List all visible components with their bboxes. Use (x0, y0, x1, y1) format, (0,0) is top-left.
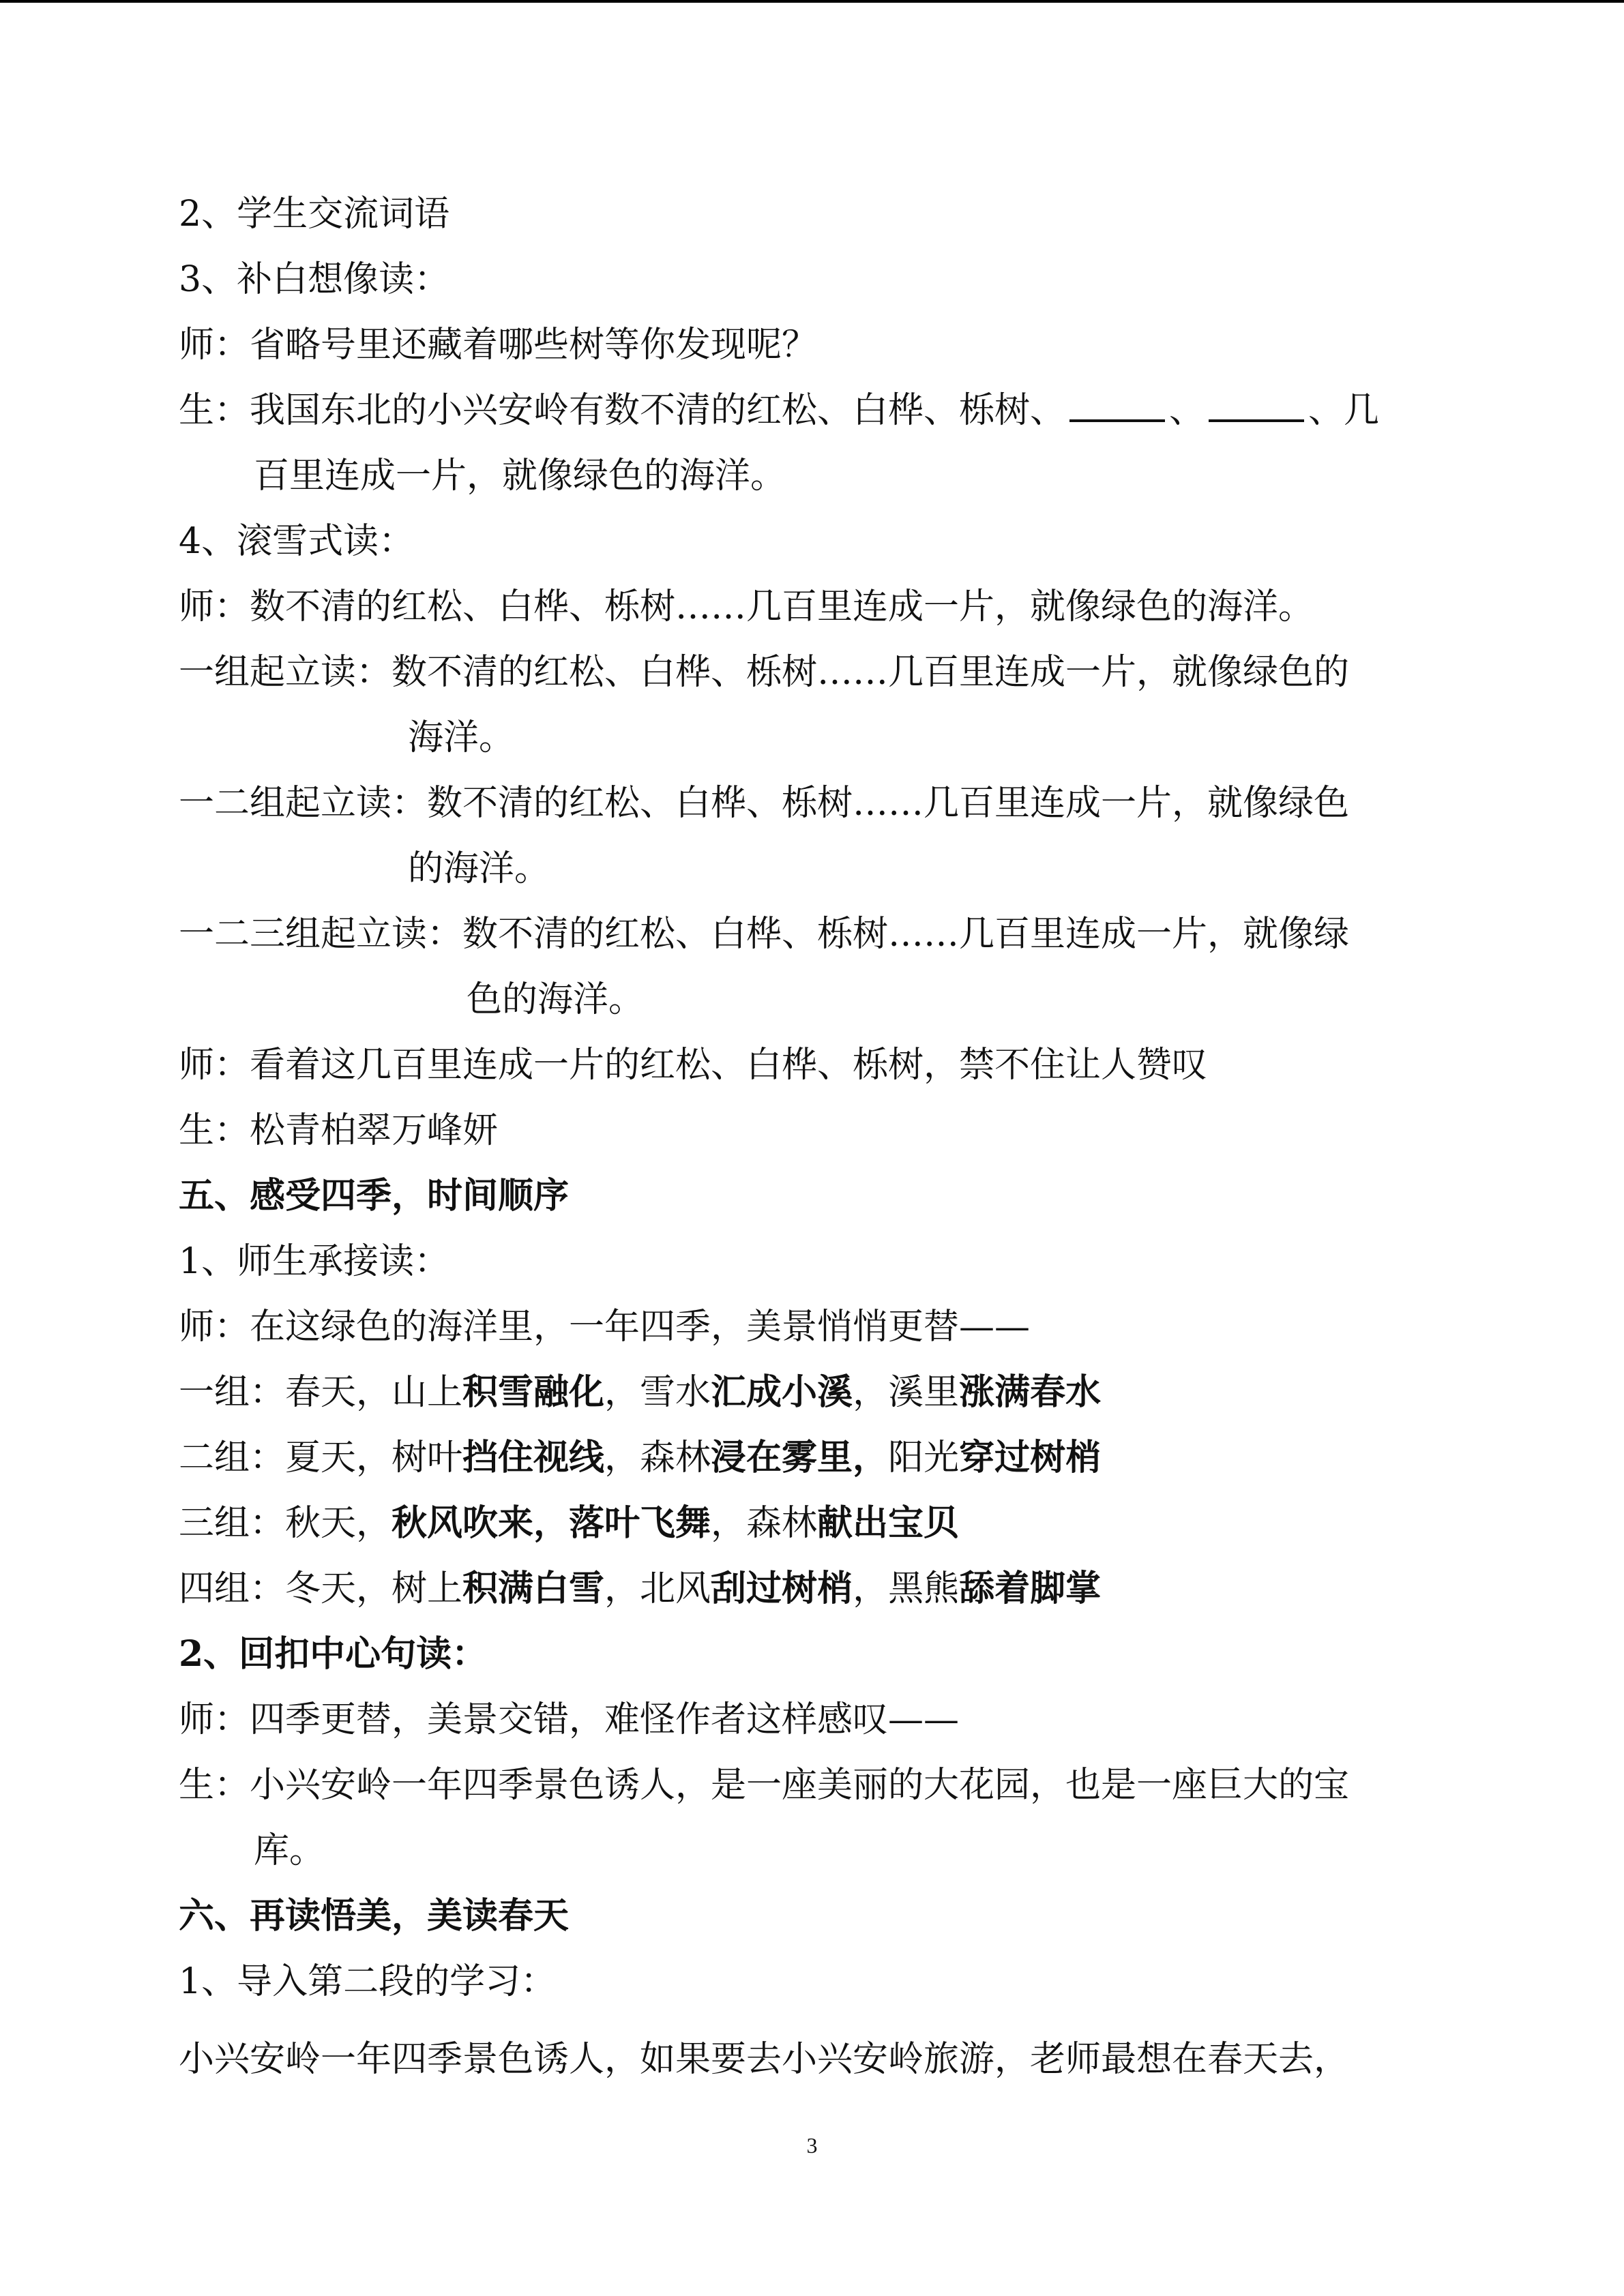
text-span: 一组：春天，山上 (179, 1372, 463, 1413)
text-line: 的海洋。 (408, 848, 550, 889)
section-heading: 五、感受四季，时间顺序 (179, 1175, 570, 1217)
text-line: 小兴安岭一年四季景色诱人，如果要去小兴安岭旅游，老师最想在春天去， (179, 2039, 1350, 2080)
text-line: 生：小兴安岭一年四季景色诱人，是一座美丽的大花园，也是一座巨大的宝 (179, 1765, 1350, 1806)
text-span: ，森林 (604, 1437, 711, 1478)
text-line: 3、补白想像读： (179, 259, 450, 300)
text-span: 阳光 (888, 1437, 960, 1478)
text-span: 四组：冬天，树上 (179, 1568, 463, 1609)
section-heading: 六、再读悟美，美读春天 (179, 1895, 570, 1937)
bold-span: 舔着脚掌 (959, 1568, 1102, 1609)
bold-span: 挡住视线 (462, 1437, 605, 1478)
page-number: 3 (806, 2133, 818, 2158)
text-line: 师：数不清的红松、白桦、栎树……几百里连成一片，就像绿色的海洋。 (179, 586, 1314, 627)
text-line-with-blanks (179, 378, 1447, 443)
text-line: 师：看着这几百里连成一片的红松、白桦、栎树，禁不住让人赞叹 (179, 1045, 1208, 1086)
text-line: 师：在这绿色的海洋里，一年四季，美景悄悄更替—— (179, 1307, 1031, 1347)
text-line-mixed (179, 1556, 1447, 1622)
text-span: 三组：秋天， (179, 1503, 392, 1544)
bold-span: 积雪融化 (462, 1371, 605, 1413)
text-line: 师：省略号里还藏着哪些树等你发现呢？ (179, 325, 818, 366)
page-top-border (0, 0, 1624, 3)
text-span: ，北风 (604, 1568, 711, 1609)
text-line: 2、学生交流词语 (179, 194, 450, 235)
text-line: 1、导入第二段的学习： (179, 1961, 557, 2002)
text-line: 师：四季更替，美景交错，难怪作者这样感叹—— (179, 1699, 960, 1740)
text-line: 色的海洋。 (467, 979, 645, 1020)
text-span: ，森林 (711, 1503, 818, 1544)
sub-heading: 2、回扣中心句读： (179, 1633, 488, 1675)
text-line-mixed (179, 1425, 1447, 1491)
text-span: ，雪水 (604, 1372, 711, 1413)
bold-span: 秋风吹来，落叶飞舞 (392, 1502, 711, 1544)
text-line: 海洋。 (408, 717, 515, 758)
fill-in-blank (1209, 392, 1304, 422)
bold-span: 积满白雪 (462, 1568, 605, 1609)
text-line: 生：松青柏翠万峰妍 (179, 1110, 499, 1151)
bold-span: 浸在雾里， (711, 1437, 889, 1478)
document-body (179, 181, 1447, 2092)
text-line: 一二三组起立读：数不清的红松、白桦、栎树……几百里连成一片，就像绿 (179, 914, 1350, 955)
text-span: 、 (1169, 390, 1205, 431)
text-span: 二组：夏天，树叶 (179, 1437, 463, 1478)
bold-span: 刮过树梢 (711, 1568, 853, 1609)
text-span: ，溪里 (853, 1372, 960, 1413)
text-line: 1、师生承接读： (179, 1241, 450, 1282)
text-line-mixed (179, 1360, 1447, 1425)
fill-in-blank (1069, 392, 1165, 422)
text-line: 一组起立读：数不清的红松、白桦、栎树……几百里连成一片，就像绿色的 (179, 652, 1350, 693)
text-span: 生：我国东北的小兴安岭有数不清的红松、白桦、栎树、 (179, 390, 1066, 431)
text-line: 4、滚雪式读： (179, 521, 415, 562)
bold-span: 涨满春水 (959, 1371, 1102, 1413)
bold-span: 汇成小溪 (711, 1371, 853, 1413)
bold-span: 献出宝贝 (817, 1502, 960, 1544)
text-span: ，黑熊 (853, 1568, 960, 1609)
text-line: 百里连成一片，就像绿色的海洋。 (254, 456, 786, 496)
text-line: 库。 (254, 1830, 325, 1871)
text-line: 一二组起立读：数不清的红松、白桦、栎树……几百里连成一片，就像绿色 (179, 783, 1350, 824)
text-line-mixed (179, 1491, 1447, 1556)
text-span: 、几 (1308, 390, 1380, 431)
bold-span: 穿过树梢 (959, 1437, 1102, 1478)
